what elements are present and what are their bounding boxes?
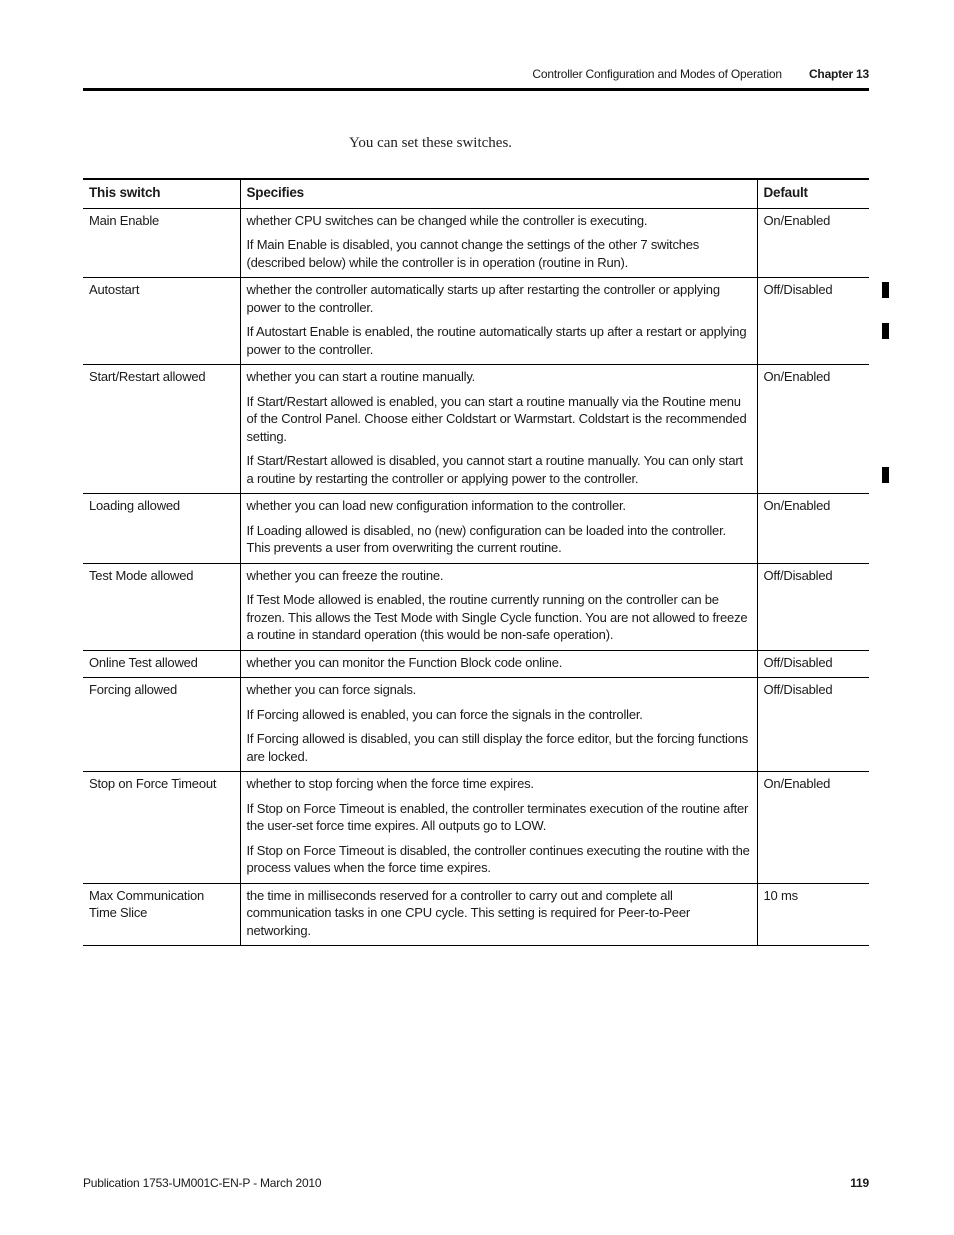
table-row	[83, 772, 869, 884]
specifies-cell	[240, 650, 757, 678]
default-value: Off/Disabled	[757, 563, 869, 650]
publication-number: Publication 1753-UM001C-EN-P - March 2010	[83, 1176, 322, 1190]
switches-table	[83, 178, 869, 946]
specifies-cell	[240, 563, 757, 650]
page-header	[83, 60, 869, 91]
specifies-cell	[240, 772, 757, 884]
switch-name: Loading allowed	[83, 494, 240, 564]
default-value: 10 ms	[757, 883, 869, 946]
default-value: Off/Disabled	[757, 278, 869, 365]
table-row	[83, 208, 869, 278]
specifies-text: whether you can start a routine manually.	[246, 369, 476, 384]
column-header-default: Default	[757, 179, 869, 208]
specifies-text: If Autostart Enable is enabled, the routine automatically starts up after a restart or applying power to the controller.	[246, 324, 747, 357]
intro-text: You can set these switches.	[349, 135, 513, 151]
column-header-specifies: Specifies	[240, 179, 757, 208]
change-bar	[882, 282, 889, 298]
specifies-cell	[240, 678, 757, 772]
specifies-text: whether you can force signals.	[246, 682, 417, 697]
default-value: Off/Disabled	[757, 678, 869, 772]
specifies-cell	[240, 365, 757, 494]
switch-name: Forcing allowed	[83, 678, 240, 772]
switch-name: Max Communication Time Slice	[83, 883, 240, 946]
specifies-text: whether you can monitor the Function Block code online.	[246, 654, 563, 670]
specifies-text: whether to stop forcing when the force time expires.	[246, 776, 534, 791]
switch-name: Online Test allowed	[83, 650, 240, 678]
specifies-text: whether you can load new configuration information to the controller.	[246, 498, 626, 513]
table-row	[83, 365, 869, 494]
header-chapter: Chapter 13	[808, 67, 869, 81]
table-row	[83, 494, 869, 564]
running-header	[532, 67, 869, 81]
default-value: Off/Disabled	[757, 650, 869, 678]
table-row	[83, 563, 869, 650]
table-row	[83, 883, 869, 946]
specifies-text: whether the controller automatically starts up after restarting the controller or applying power to the controller.	[246, 282, 720, 315]
change-bar	[882, 323, 889, 339]
specifies-cell	[240, 883, 757, 946]
switch-name: Start/Restart allowed	[83, 365, 240, 494]
table-row	[83, 678, 869, 772]
switch-name: Autostart	[83, 278, 240, 365]
specifies-text: If Stop on Force Timeout is enabled, the controller terminates execution of the routine after the user-set force time expires. All outputs go to LOW.	[246, 800, 749, 833]
switch-name: Stop on Force Timeout	[83, 772, 240, 884]
table-header-row	[83, 179, 869, 208]
default-value: On/Enabled	[757, 772, 869, 884]
change-bar	[882, 467, 889, 483]
default-value: On/Enabled	[757, 494, 869, 564]
specifies-text: If Main Enable is disabled, you cannot change the settings of the other 7 switches (described below) while the controller is in operation (routine in Run).	[246, 237, 700, 270]
specifies-text: whether you can freeze the routine.	[246, 567, 444, 583]
specifies-text: If Forcing allowed is enabled, you can force the signals in the controller.	[246, 706, 643, 722]
specifies-cell	[240, 278, 757, 365]
specifies-text: If Start/Restart allowed is disabled, you cannot start a routine manually. You can only start a routine by restarting the controller or applying power to the controller.	[246, 453, 743, 486]
specifies-cell	[240, 208, 757, 278]
default-value: On/Enabled	[757, 208, 869, 278]
specifies-text: the time in milliseconds reserved for a controller to carry out and complete all communication tasks in one CPU cycle. This setting is required for Peer-to-Peer networking.	[246, 887, 690, 938]
table-row	[83, 278, 869, 365]
switch-name: Main Enable	[83, 208, 240, 278]
specifies-text: If Test Mode allowed is enabled, the routine currently running on the controller can be frozen. This allows the Test Mode with Single Cycle function. You are not allowed to freeze a routine in standard operation (this would be non-safe operation).	[246, 592, 748, 642]
specifies-text: If Loading allowed is disabled, no (new) configuration can be loaded into the controller. This prevents a user from overwriting the current routine.	[246, 522, 726, 555]
specifies-text: If Forcing allowed is disabled, you can still display the force editor, but the forcing functions are locked.	[246, 731, 749, 764]
header-title: Controller Configuration and Modes of Operation	[532, 67, 782, 81]
default-value: On/Enabled	[757, 365, 869, 494]
specifies-cell	[240, 494, 757, 564]
specifies-text: whether CPU switches can be changed while the controller is executing.	[246, 212, 648, 228]
page-number: 119	[850, 1176, 869, 1190]
specifies-text: If Start/Restart allowed is enabled, you can start a routine manually via the Routine menu of the Control Panel. Choose either Coldstart or Warmstart. Coldstart is the recommended setting.	[246, 393, 747, 444]
switch-name: Test Mode allowed	[83, 563, 240, 650]
table-row	[83, 650, 869, 678]
column-header-switch: This switch	[83, 179, 240, 208]
specifies-text: If Stop on Force Timeout is disabled, the controller continues executing the routine with the process values when the force time expires.	[246, 842, 750, 875]
